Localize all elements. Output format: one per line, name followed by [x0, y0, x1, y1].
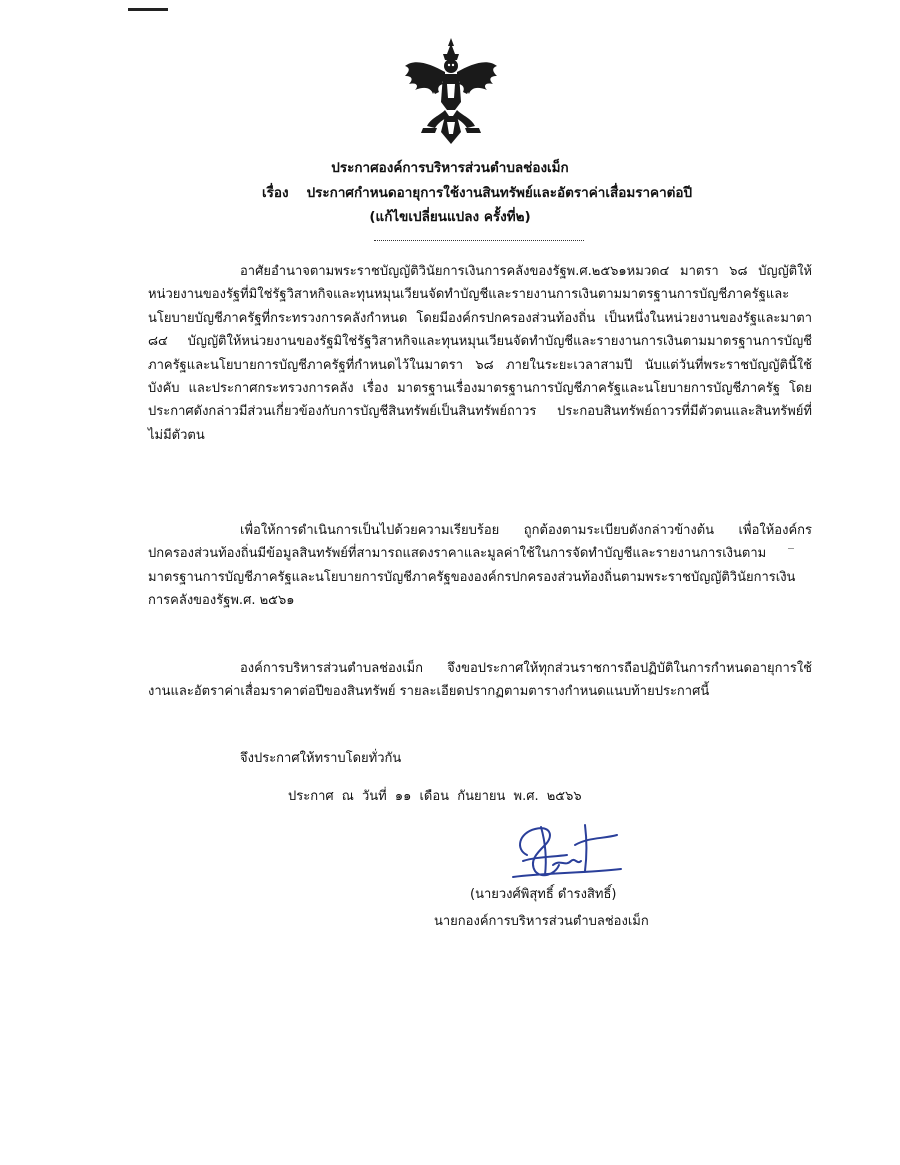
signer-name: (นายวงศ์พิสุทธิ์ ดำรงสิทธิ์) [470, 887, 617, 902]
corner-mark [128, 8, 168, 11]
garuda-emblem-icon [401, 36, 501, 146]
amendment-note: (แก้ไขเปลี่ยนแปลง ครั้งที่๒) [369, 209, 531, 225]
signer-position: นายกองค์การบริหารส่วนตำบลช่องเม็ก [434, 914, 649, 929]
subject-line [262, 181, 692, 203]
subject-label: เรื่อง [262, 185, 289, 201]
body-paragraph-2: เพื่อให้การดำเนินการเป็นไปด้วยความเรียบร้อย ถูกต้องตามระเบียบดังกล่าวข้างต้น เพื่อให้องค์กรปกครองส่วนท้องถิ่นมีข้อมูลสินทรัพย์ที่สามารถแสดงราคาและมูลค่าใช้ในการจัดทำบัญชีและรายงานการเงินตามมาตรฐานการบัญชีภาครัฐและนโยบายการบัญชีภาครัฐขององค์กรปกครองส่วนท้องถิ่นตามพระราชบัญญัติวินัยการเงินการคลังของรัฐพ.ศ. ๒๕๖๑ [148, 523, 812, 609]
body-paragraph-1: อาศัยอำนาจตามพระราชบัญญัติวินัยการเงินการคลังของรัฐพ.ศ.๒๕๖๑หมวด๔ มาตรา ๖๘ บัญญัติให้หน่วยงานของรัฐที่มิใช่รัฐวิสาหกิจและทุนหมุนเวียนจัดทำบัญชีและรายงานการเงินตามมาตรฐานการบัญชีภาครัฐและนโยบายบัญชีภาครัฐที่กระทรวงการคลังกำหนด โดยมีองค์กรปกครองส่วนท้องถิ่น เป็นหนึ่งในหน่วยงานของรัฐและมาตา ๘๔ บัญญัติให้หน่วยงานของรัฐมิใช่รัฐวิสาหกิจและทุนหมุนเวียนจัดทำบัญชีและรายงานการเงินตามมาตรฐานการบัญชีภาครัฐและนโยบายการบัญชีภาครัฐที่กำหนดไว้ในมาตรา ๖๘ ภายในระยะเวลาสามปี นับแต่วันที่พระราชบัญญัตินี้ใช้บังคับ และประกาศกระทรวงการคลัง เรื่อง มาตรฐานเรื่องมาตรฐานการบัญชีภาครัฐและนโยบายการบัญชีภาครัฐ โดยประกาศดังกล่าวมีส่วนเกี่ยวข้องกับการบัญชีสินทรัพย์เป็นสินทรัพย์ถาวร ประกอบสินทรัพย์ถาวรที่มีตัวตนและสินทรัพย์ที่ไม่มีตัวตน [148, 264, 812, 443]
closing-statement: จึงประกาศให้ทราบโดยทั่วกัน [240, 751, 402, 766]
announcement-date: ประกาศ ณ วันที่ ๑๑ เดือน กันยายน พ.ศ. ๒๕๖๖ [288, 789, 582, 804]
dotted-separator [374, 240, 584, 241]
announcement-title: ประกาศองค์การบริหารส่วนตำบลช่องเม็ก [331, 160, 569, 176]
handwritten-signature [505, 815, 625, 890]
body-paragraph-3: องค์การบริหารส่วนตำบลช่องเม็ก จึงขอประกาศให้ทุกส่วนราชการถือปฏิบัติในการกำหนดอายุการใช้งานและอัตราค่าเสื่อมราคาต่อปีของสินทรัพย์ รายละเอียดปรากฏตามตารางกำหนดแนบท้ายประกาศนี้ [148, 661, 812, 700]
subject-text: ประกาศกำหนดอายุการใช้งานสินทรัพย์และอัตราค่าเสื่อมราคาต่อปี [306, 185, 693, 201]
